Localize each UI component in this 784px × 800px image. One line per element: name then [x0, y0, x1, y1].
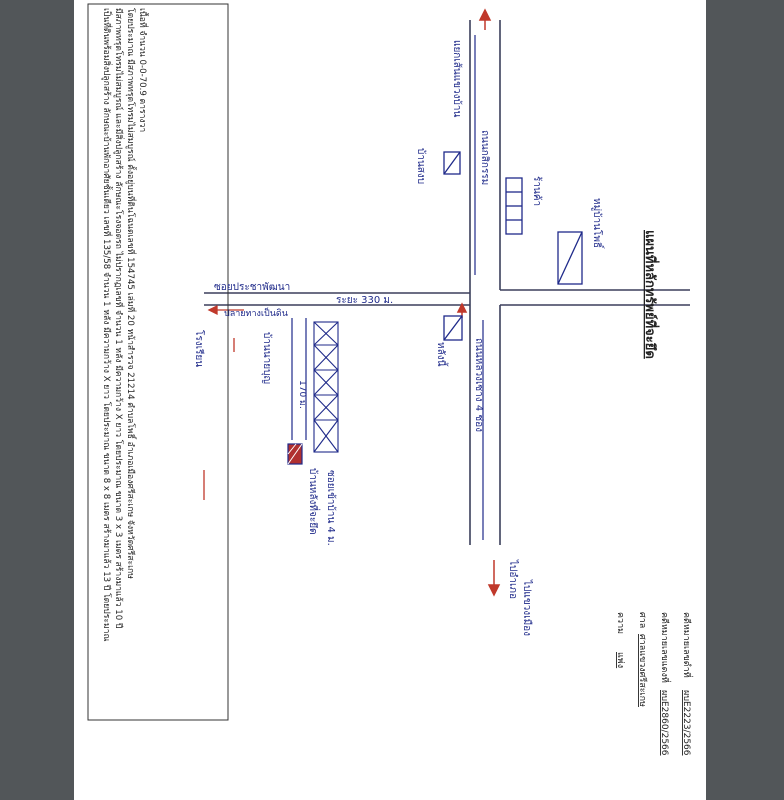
- case-red-label: คดีหมายเลขแดงที่: [659, 612, 669, 683]
- svg-text:แยกเส้นแขวงบ้าน: แยกเส้นแขวงบ้าน: [451, 40, 462, 118]
- label-lane-name: [214, 282, 290, 319]
- row-houses: [314, 322, 338, 452]
- svg-text:บ้านสงบ: บ้านสงบ: [415, 148, 426, 185]
- court-label: ศาล: [637, 612, 647, 629]
- svg-text:170 ม.: 170 ม.: [297, 380, 307, 409]
- desc-line-2: มีสภาพทรุดโทรมไม่สมบูรณ์ และมีสิ่งปลูกสร้าง ลักษณะโรงจอดรถ ไม่ปรากฏเลขที่ จำนวน 1 หลัง มีความกว้าง X ยาว โดยประมาณ ขนาด 3 x 3 เมตร สร้างมาแล้ว 10 ปี: [113, 8, 123, 629]
- house-top-left: [444, 152, 460, 174]
- map-drawing: [74, 0, 706, 800]
- page-title: แผนที่หลักทรัพย์ที่จะยึด: [642, 230, 657, 359]
- svg-text:ร้านค้า: ร้านค้า: [531, 176, 542, 207]
- label-target-house: [307, 468, 321, 535]
- svg-text:ถนนกสิกรรม: ถนนกสิกรรม: [479, 130, 490, 186]
- svg-text:ไปแขวงเมือง: ไปแขวงเมือง: [521, 580, 532, 637]
- label-landmark-right: [591, 198, 605, 250]
- svg-text:หมู่บ้านโพธิ์: หมู่บ้านโพธิ์: [591, 198, 602, 249]
- title-group: [642, 230, 660, 359]
- svg-text:หลังนี้: หลังนี้: [435, 342, 446, 367]
- label-to-town: [521, 579, 533, 636]
- label-landmark-top: [415, 148, 427, 184]
- label-target-note: [325, 470, 337, 546]
- label-shop: [531, 176, 543, 206]
- svg-text:ถนนหลวงเซาง 4 ช่อง: ถนนหลวงเซาง 4 ช่อง: [473, 338, 484, 433]
- label-house-mark: [435, 342, 449, 367]
- case-type-label: ความ: [615, 612, 625, 635]
- label-to-direction: [507, 559, 519, 599]
- case-red-value: ผบE2860/2566: [659, 690, 669, 756]
- label-road-top: [451, 40, 463, 117]
- svg-text:ซอยเข้าบ้าน 4 ม.: ซอยเข้าบ้าน 4 ม.: [325, 470, 336, 546]
- case-black-value: ผบE2223/2566: [681, 690, 691, 756]
- road-center-marks: [475, 35, 483, 540]
- svg-text:ไปอำเภอ: ไปอำเภอ: [507, 560, 518, 600]
- desc-line-1: เป็นที่ดินพร้อมสิ่งปลูกสร้าง ลักษณะบ้านพักอาศัยชั้นเดียว เลขที่ 135/58 จำนวน 1 หลัง มีความกว้าง X ยาว โดยประมาณ ขนาด 8 x 8 เมตร สร้างมาแล้ว 13 ปี โดยประมาณ: [101, 8, 111, 642]
- shop-row: [506, 178, 522, 234]
- svg-text:ปลายทางเป็นดิน: ปลายทางเป็นดิน: [224, 309, 288, 319]
- label-school: [193, 330, 206, 367]
- house-intersection: [444, 316, 462, 340]
- lane-arrows: [204, 306, 244, 500]
- direction-arrows: [458, 10, 499, 595]
- side-lane: [292, 318, 306, 440]
- case-info: [615, 612, 694, 756]
- target-house: [288, 444, 302, 464]
- label-school-sign: [261, 332, 273, 384]
- svg-text:บ้านนายบุญ: บ้านนายบุญ: [261, 332, 272, 384]
- svg-text:บ้านหลังที่จะยึด: บ้านหลังที่จะยึด: [307, 468, 318, 535]
- label-distance-side: [297, 380, 307, 409]
- document-page: [74, 0, 706, 800]
- label-main-road: [479, 130, 490, 185]
- svg-text:ระยะ 330 ม.: ระยะ 330 ม.: [336, 295, 394, 306]
- description-text: [101, 8, 150, 641]
- landmark-right: [558, 232, 582, 284]
- desc-line-4: เนื้อที่ จำนวน 0-0-70.9 ตารางวา: [137, 8, 147, 133]
- label-distance-lane: [336, 295, 393, 306]
- case-type-value: แพ่ง: [615, 652, 625, 669]
- label-road-lanes: [473, 338, 484, 432]
- desc-line-3: โดยประมาณ มีสภาพทรุดโทรมไม่สมบูรณ์ ตั้งอยู่บนที่ดินโฉนดเลขที่ 154745 เล่มที่ 20 หน้าสำรวจ 21214 ตำบลโพธิ์ อำเภอเมืองศรีสะเกษ จังหวัดศรีสะเกษ: [125, 8, 135, 579]
- svg-text:โรงเรียน: โรงเรียน: [193, 330, 204, 368]
- svg-text:ซอยประชาพัฒนา: ซอยประชาพัฒนา: [214, 282, 291, 293]
- case-black-label: คดีหมายเลขดำที่: [681, 612, 691, 678]
- court-value: ศาลแขวงศรีสะเกษ: [637, 634, 647, 708]
